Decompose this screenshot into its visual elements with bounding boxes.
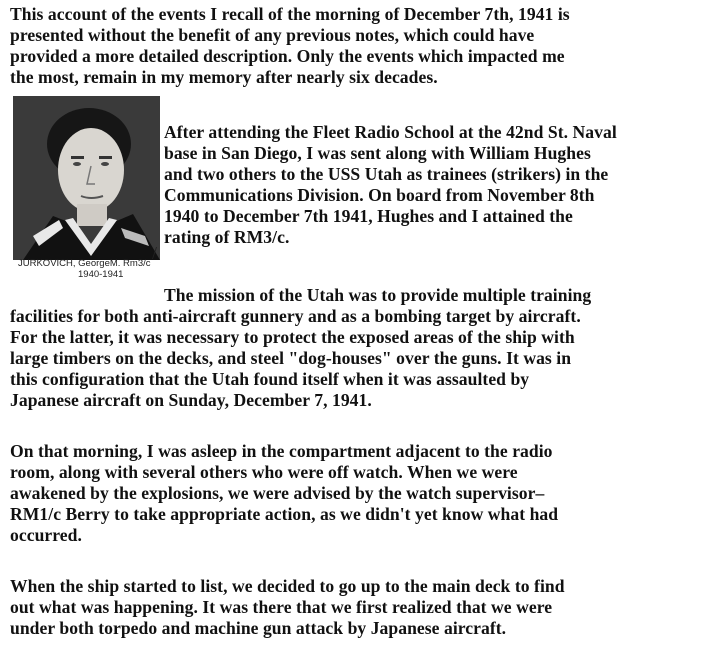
portrait-icon — [13, 96, 160, 260]
photo-mark: / — [152, 243, 158, 263]
caption-years: 1940-1941 — [78, 269, 124, 280]
body-line: When the ship started to list, we decided to go up to the main deck to find — [10, 576, 565, 596]
body-line: and two others to the USS Utah as trainees (strikers) in the — [164, 164, 609, 184]
intro-line: provided a more detailed description. Only the events which impacted me — [10, 46, 565, 66]
body-line: The mission of the Utah was to provide multiple training — [164, 285, 592, 305]
body-line: rating of RM3/c. — [164, 227, 290, 247]
body-line: awakened by the explosions, we were advised by the watch supervisor– — [10, 483, 545, 503]
portrait-photo — [13, 96, 160, 260]
body-line: On that morning, I was asleep in the compartment adjacent to the radio — [10, 441, 553, 461]
body-line: this configuration that the Utah found itself when it was assaulted by — [10, 369, 530, 389]
body-line: room, along with several others who were off watch. When we were — [10, 462, 518, 482]
body-line: facilities for both anti-aircraft gunnery and as a bombing target by aircraft. — [10, 306, 581, 326]
body-line: RM1/c Berry to take appropriate action, as we didn't yet know what had — [10, 504, 559, 524]
body-line: large timbers on the decks, and steel "dog-houses" over the guns. It was in — [10, 348, 572, 368]
body-line: After attending the Fleet Radio School at the 42nd St. Naval — [164, 122, 617, 142]
intro-line: the most, remain in my memory after nearly six decades. — [10, 67, 438, 87]
body-line: out what was happening. It was there that we first realized that we were — [10, 597, 553, 617]
caption-name: JURKOVICH, GeorgeM. Rm3/c — [18, 258, 151, 269]
body-line: 1940 to December 7th 1941, Hughes and I attained the — [164, 206, 573, 226]
photo-caption — [18, 258, 168, 280]
body-line: Communications Division. On board from November 8th — [164, 185, 595, 205]
intro-line: presented without the benefit of any previous notes, which could have — [10, 25, 535, 45]
body-line: Japanese aircraft on Sunday, December 7, 1941. — [10, 390, 372, 410]
body-line: under both torpedo and machine gun attack by Japanese aircraft. — [10, 618, 507, 638]
body-line: occurred. — [10, 525, 82, 545]
intro-line: This account of the events I recall of the morning of December 7th, 1941 is — [10, 4, 570, 24]
body-line: For the latter, it was necessary to protect the exposed areas of the ship with — [10, 327, 575, 347]
body-line: base in San Diego, I was sent along with William Hughes — [164, 143, 591, 163]
